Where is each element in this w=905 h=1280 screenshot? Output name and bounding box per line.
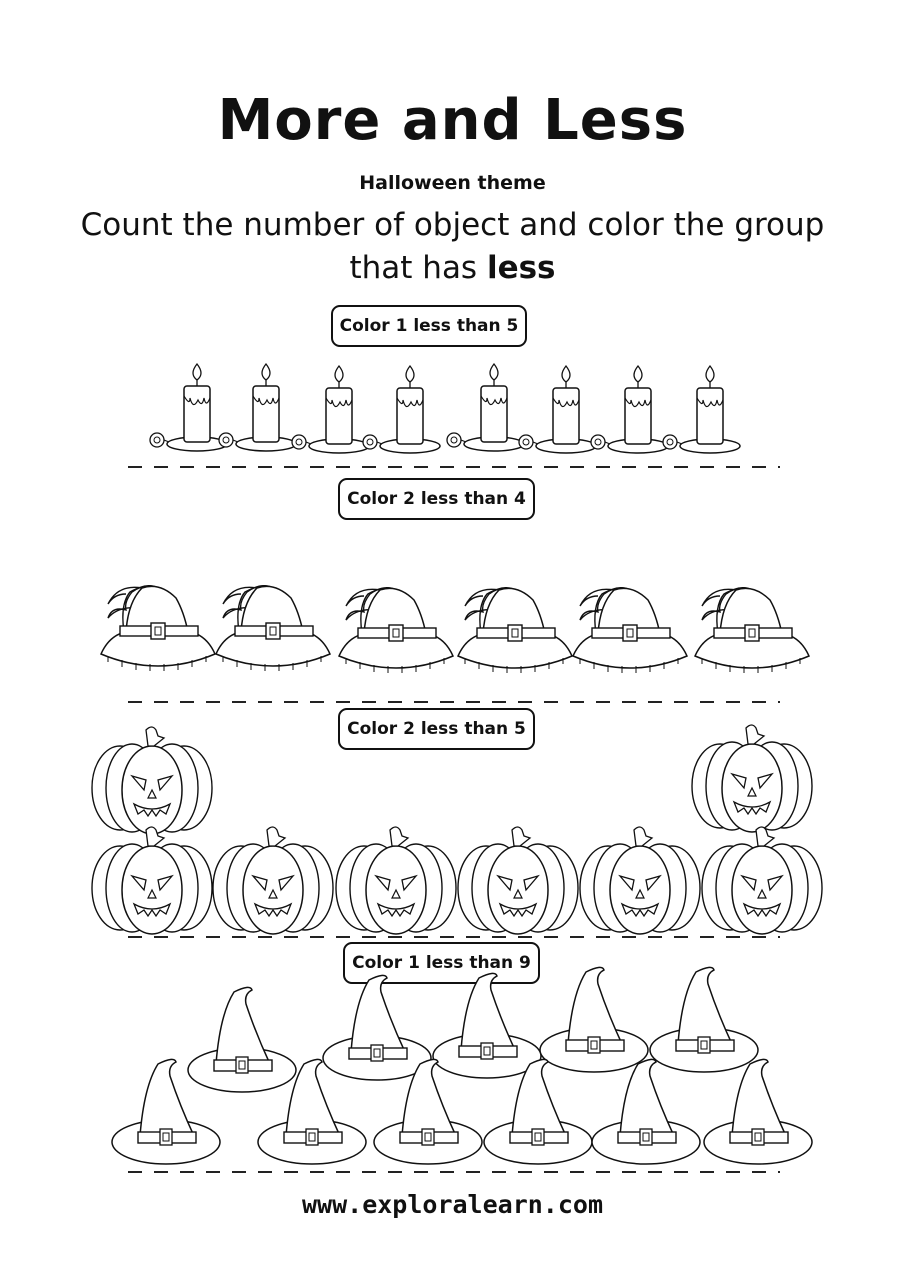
instruction-line-1: Count the number of object and color the group	[80, 207, 825, 243]
instruction-emphasis: less	[486, 250, 556, 286]
worksheet-title: More and Less	[217, 88, 688, 153]
candle-group	[150, 364, 740, 453]
witch-hat-group	[101, 586, 809, 673]
instruction-line-2-prefix: that has	[349, 250, 487, 286]
section-1-label: Color 1 less than 5	[331, 305, 527, 347]
section-3-label: Color 2 less than 5	[338, 708, 535, 750]
worksheet-subtitle: Halloween theme	[359, 172, 546, 194]
pointed-hat-group	[112, 967, 812, 1164]
footer-website[interactable]: www.exploralearn.com	[301, 1190, 604, 1219]
section-4-label: Color 1 less than 9	[343, 942, 540, 984]
pumpkin-group	[92, 725, 822, 934]
section-2-label: Color 2 less than 4	[338, 478, 535, 520]
